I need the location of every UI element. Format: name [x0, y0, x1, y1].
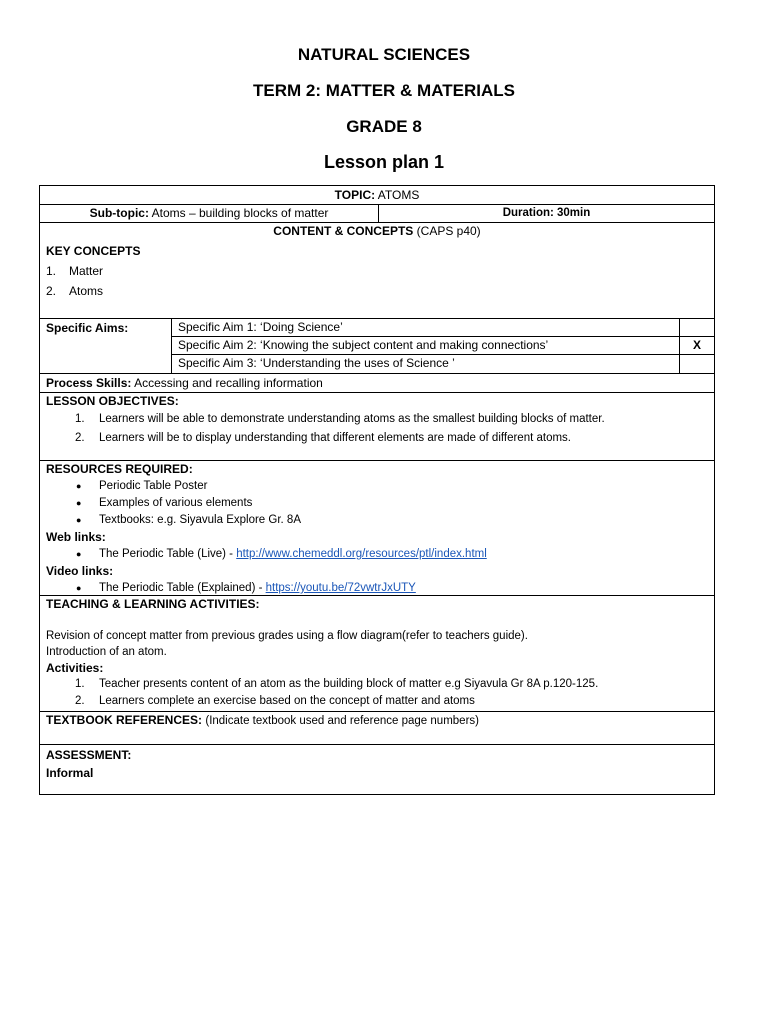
list-text: Learners will be to display understanding that different elements are made of different atoms. [99, 432, 571, 444]
aim-text: Specific Aim 3: ‘Understanding the uses of Science ’ [172, 355, 680, 374]
resources-row [40, 461, 714, 596]
content-row [40, 223, 714, 319]
resources-label: RESOURCES REQUIRED: [46, 462, 193, 476]
list-number: 1. [75, 413, 85, 425]
topic-row [40, 186, 714, 205]
teaching-line-2: Introduction of an atom. [46, 646, 167, 658]
content-heading [40, 223, 714, 241]
list-number: 2. [75, 695, 85, 707]
subtopic-label: Sub-topic: [89, 206, 149, 220]
aim-row [172, 355, 714, 374]
list-text: Teacher presents content of an atom as the building block of matter e.g Siyavula Gr 8A p.120-125. [99, 678, 599, 690]
list-text: Learners will be able to demonstrate understanding atoms as the smallest building blocks of matter. [99, 413, 605, 425]
periodic-table-live-link[interactable]: http://www.chemeddl.org/resources/ptl/index.html [236, 548, 487, 560]
list-text: Examples of various elements [99, 497, 253, 509]
objectives-list [46, 410, 708, 448]
teaching-row [40, 596, 714, 712]
bullet-icon: ● [76, 481, 82, 491]
list-text: The Periodic Table (Live) - [99, 548, 237, 560]
lesson-plan-title: Lesson plan 1 [323, 152, 445, 172]
list-item [46, 410, 708, 429]
list-text: Learners complete an exercise based on the concept of matter and atoms [99, 695, 475, 707]
video-links-label: Video links: [46, 564, 114, 578]
subtopic-row [40, 205, 714, 223]
process-skills-row [40, 374, 714, 393]
activities-list [46, 676, 708, 710]
process-skills-value: Accessing and recalling information [134, 376, 323, 390]
list-item [46, 676, 708, 693]
web-links-label: Web links: [46, 530, 106, 544]
subtopic-value: Atoms – building blocks of matter [151, 206, 329, 220]
list-item [46, 281, 708, 301]
textbook-row [40, 712, 714, 745]
list-item [46, 495, 708, 512]
grade-title: GRADE 8 [346, 117, 422, 136]
bullet-icon: ● [76, 515, 82, 525]
bullet-icon: ● [76, 549, 82, 559]
periodic-table-video-link[interactable]: https://youtu.be/72vwtrJxUTY [265, 582, 416, 594]
list-number: 1. [75, 678, 85, 690]
duration-cell: Duration: 30min [502, 207, 591, 219]
list-text: Atoms [69, 284, 104, 298]
key-concepts-label: KEY CONCEPTS [46, 244, 141, 258]
specific-aims-row [40, 319, 714, 374]
textbook-value: (Indicate textbook used and reference page numbers) [205, 715, 479, 727]
specific-aims-label: Specific Aims: [40, 319, 172, 373]
list-text: Periodic Table Poster [99, 480, 208, 492]
assessment-label: ASSESSMENT: [46, 748, 132, 762]
key-concepts-list [40, 261, 714, 301]
specific-aims-list [172, 319, 714, 373]
aim-mark: X [692, 338, 701, 352]
subtopic-cell [40, 205, 379, 222]
aim-text: Specific Aim 2: ‘Knowing the subject content and making connections’ [172, 337, 680, 354]
list-item [46, 512, 708, 529]
assessment-value: Informal [46, 766, 94, 780]
list-text: Textbooks: e.g. Siyavula Explore Gr. 8A [99, 514, 301, 526]
teaching-label: TEACHING & LEARNING ACTIVITIES: [46, 597, 260, 611]
aim-mark [680, 355, 714, 374]
topic-value: ATOMS [377, 188, 420, 202]
content-ref: (CAPS p40) [416, 224, 481, 238]
list-text: The Periodic Table (Explained) - [99, 582, 266, 594]
activities-label: Activities: [46, 661, 104, 675]
list-number: 1. [46, 264, 57, 278]
teaching-line-1: Revision of concept matter from previous grades using a flow diagram(refer to teachers guide). [46, 630, 528, 642]
list-item [46, 478, 708, 495]
objectives-row [40, 393, 714, 461]
list-number: 2. [75, 432, 85, 444]
list-item [46, 546, 708, 563]
aim-mark [680, 319, 714, 336]
lesson-plan-table [39, 185, 715, 795]
list-item [46, 429, 708, 448]
topic-label: TOPIC: [334, 188, 376, 202]
content-title: CONTENT & CONCEPTS [273, 224, 414, 238]
process-skills-label: Process Skills: [46, 376, 132, 390]
objectives-label: LESSON OBJECTIVES: [46, 394, 179, 408]
list-number: 2. [46, 284, 57, 298]
list-text: Matter [69, 264, 104, 278]
assessment-row [40, 745, 714, 794]
bullet-icon: ● [76, 583, 82, 593]
list-item [46, 261, 708, 281]
subject-title: NATURAL SCIENCES [297, 45, 471, 64]
bullet-icon: ● [76, 498, 82, 508]
list-item [46, 580, 708, 597]
aim-text: Specific Aim 1: ‘Doing Science’ [172, 319, 680, 336]
textbook-label: TEXTBOOK REFERENCES: [46, 713, 203, 727]
term-title: TERM 2: MATTER & MATERIALS [253, 81, 515, 100]
aim-row [172, 319, 714, 337]
list-item [46, 693, 708, 710]
aim-row [172, 337, 714, 355]
